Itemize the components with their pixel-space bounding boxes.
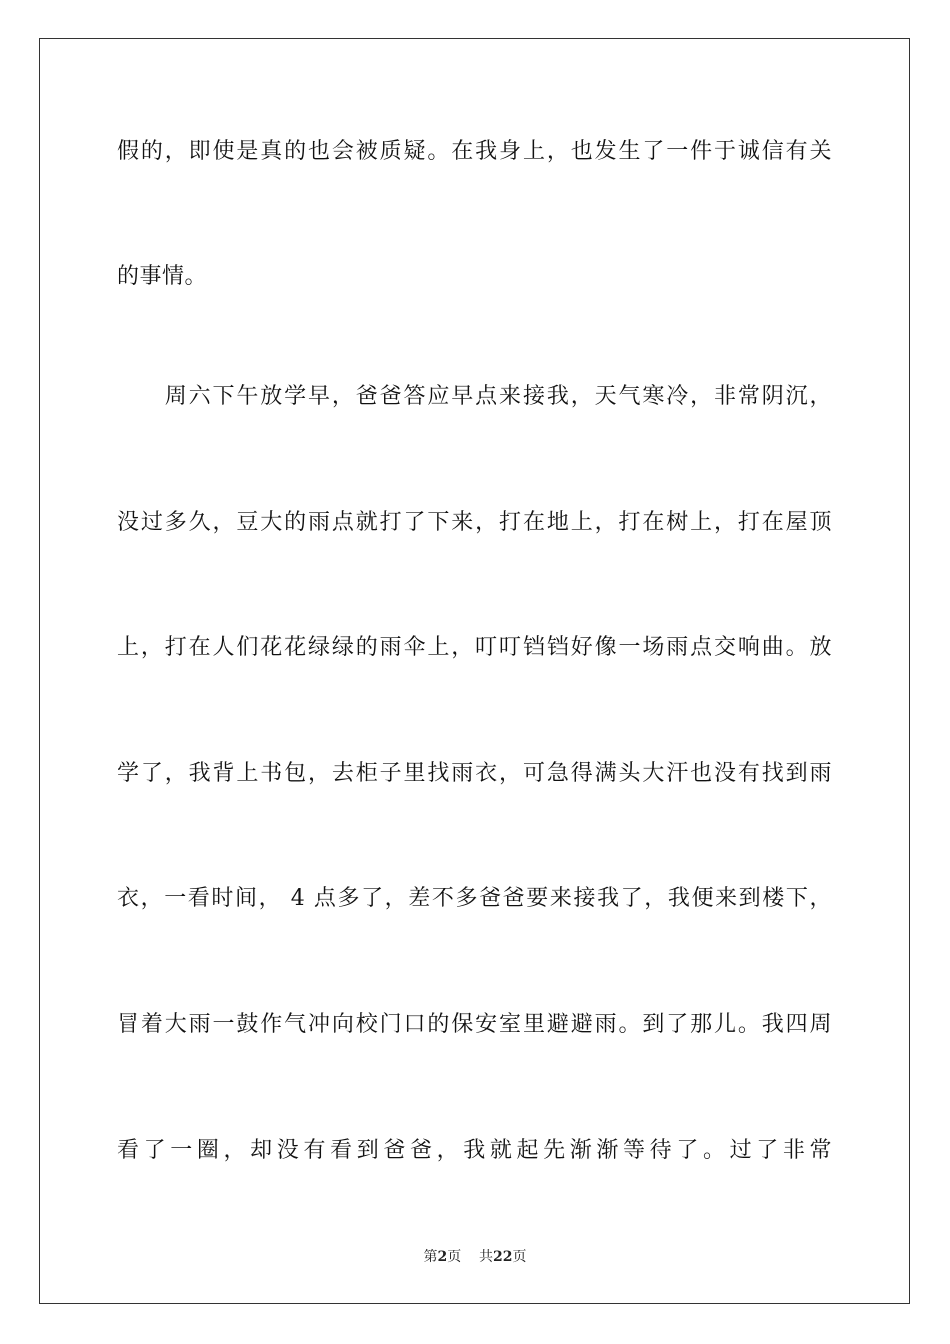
body-text-line: 衣，一看时间， 4 点多了，差不多爸爸要来接我了，我便来到楼下， [117, 886, 832, 911]
body-text-line: 没过多久，豆大的雨点就打了下来，打在地上，打在树上，打在屋顶 [117, 510, 832, 535]
footer-page-suffix: 页 [447, 1249, 462, 1265]
footer-total-pages: 22 [493, 1249, 513, 1265]
body-text-line: 上，打在人们花花绿绿的雨伞上，叮叮铛铛好像一场雨点交响曲。放 [117, 635, 832, 660]
page-footer [0, 1248, 950, 1266]
body-text-line: 冒着大雨一鼓作气冲向校门口的保安室里避避雨。到了那儿。我四周 [117, 1012, 832, 1037]
footer-page-prefix: 第 [423, 1249, 438, 1265]
body-text-line: 的事情。 [117, 264, 208, 289]
body-text-line: 周六下午放学早，爸爸答应早点来接我，天气寒冷，非常阴沉， [117, 384, 832, 409]
footer-total-prefix: 共 [479, 1249, 494, 1265]
body-text-line: 假的，即使是真的也会被质疑。在我身上，也发生了一件于诚信有关 [117, 139, 832, 164]
footer-page-number: 2 [437, 1249, 448, 1265]
body-text-line: 看了一圈，却没有看到爸爸，我就起先渐渐等待了。过了非常 [117, 1138, 832, 1163]
page-border [39, 38, 910, 1304]
body-text-line: 学了，我背上书包，去柜子里找雨衣，可急得满头大汗也没有找到雨 [117, 761, 832, 786]
footer-total-suffix: 页 [512, 1249, 527, 1265]
